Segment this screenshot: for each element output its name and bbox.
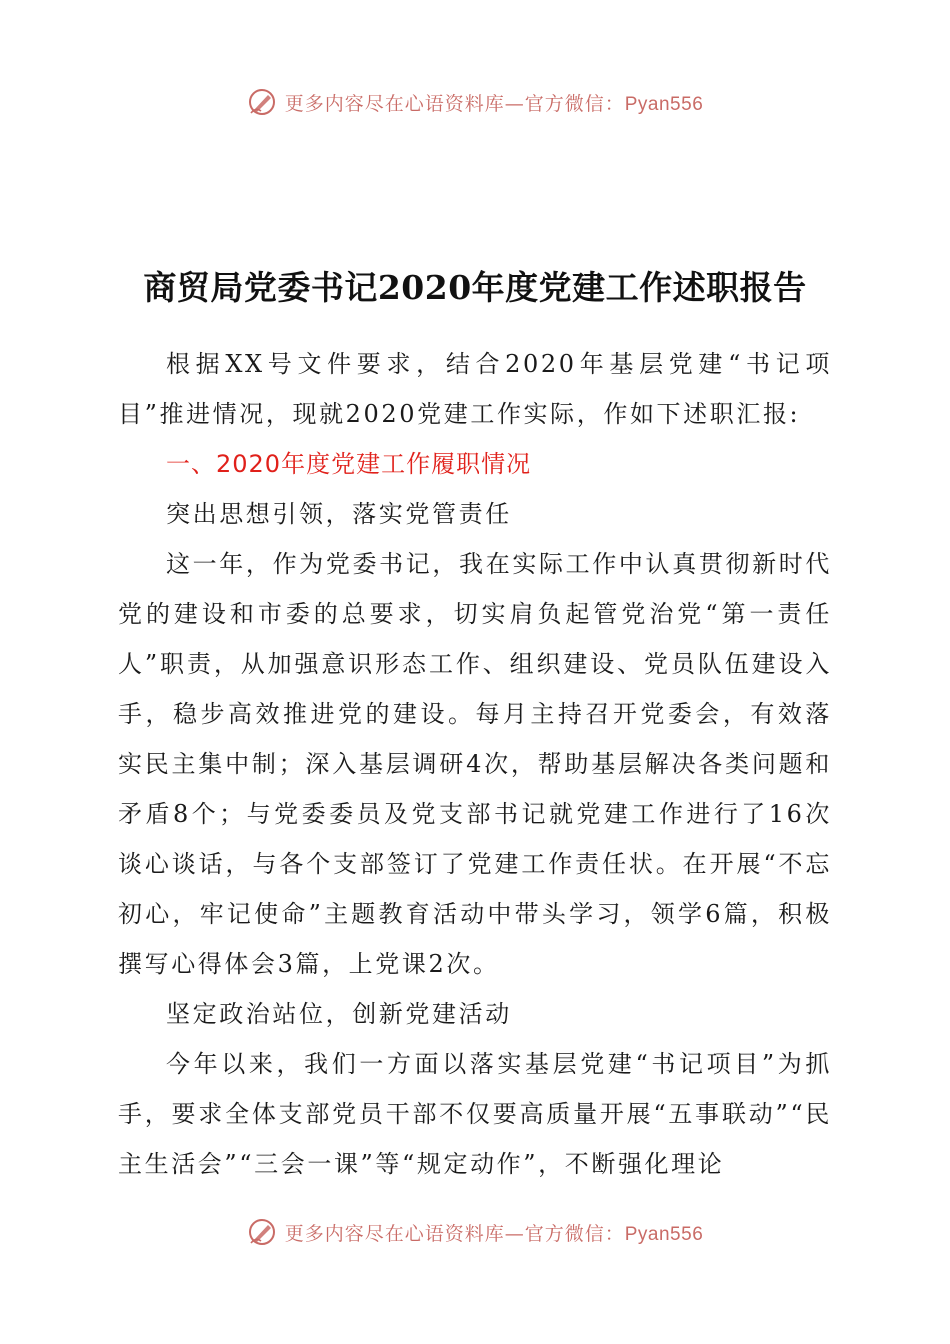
intro-paragraph: 根据XX号文件要求，结合2020年基层党建“书记项目”推进情况，现就2020党建工作实际，作如下述职汇报:: [118, 350, 832, 428]
document-title: 商贸局党委书记2020年度党建工作述职报告: [143, 268, 807, 307]
section-heading: 一、2020年度党建工作履职情况: [166, 450, 532, 478]
watermark-text: 更多内容尽在心语资料库—官方微信：Pyan556: [284, 92, 704, 115]
watermark-wechat-id: Pyan556: [624, 1223, 704, 1245]
document-body: [118, 339, 832, 1189]
watermark-footer: [0, 1212, 950, 1252]
pen-logo-icon: [247, 87, 277, 117]
subheading-paragraph: 突出思想引领，落实党管责任: [166, 500, 512, 528]
body-paragraph: 今年以来，我们一方面以落实基层党建“书记项目”为抓手，要求全体支部党员干部不仅要高质量开展“五事联动”“民主生活会”“三会一课”等“规定动作”，不断强化理论: [118, 1050, 832, 1178]
watermark-wechat-id: Pyan556: [624, 93, 704, 115]
pen-logo-icon: [247, 1217, 277, 1247]
body-paragraph: 这一年，作为党委书记，我在实际工作中认真贯彻新时代党的建设和市委的总要求，切实肩负起管党治党“第一责任人”职责，从加强意识形态工作、组织建设、党员队伍建设入手，稳步高效推进党的建设。每月主持召开党委会，有效落实民主集中制；深入基层调研4次，帮助基层解决各类问题和矛盾8个；与党委委员及党支部书记就党建工作进行了16次谈心谈话，与各个支部签订了党建工作责任状。在开展“不忘初心，牢记使命”主题教育活动中带头学习，领学6篇，积极撰写心得体会3篇，上党课2次。: [118, 550, 832, 978]
watermark-text: 更多内容尽在心语资料库—官方微信：Pyan556: [284, 1222, 704, 1245]
watermark-header: [0, 82, 950, 122]
subheading-paragraph: 坚定政治站位，创新党建活动: [166, 1000, 512, 1028]
